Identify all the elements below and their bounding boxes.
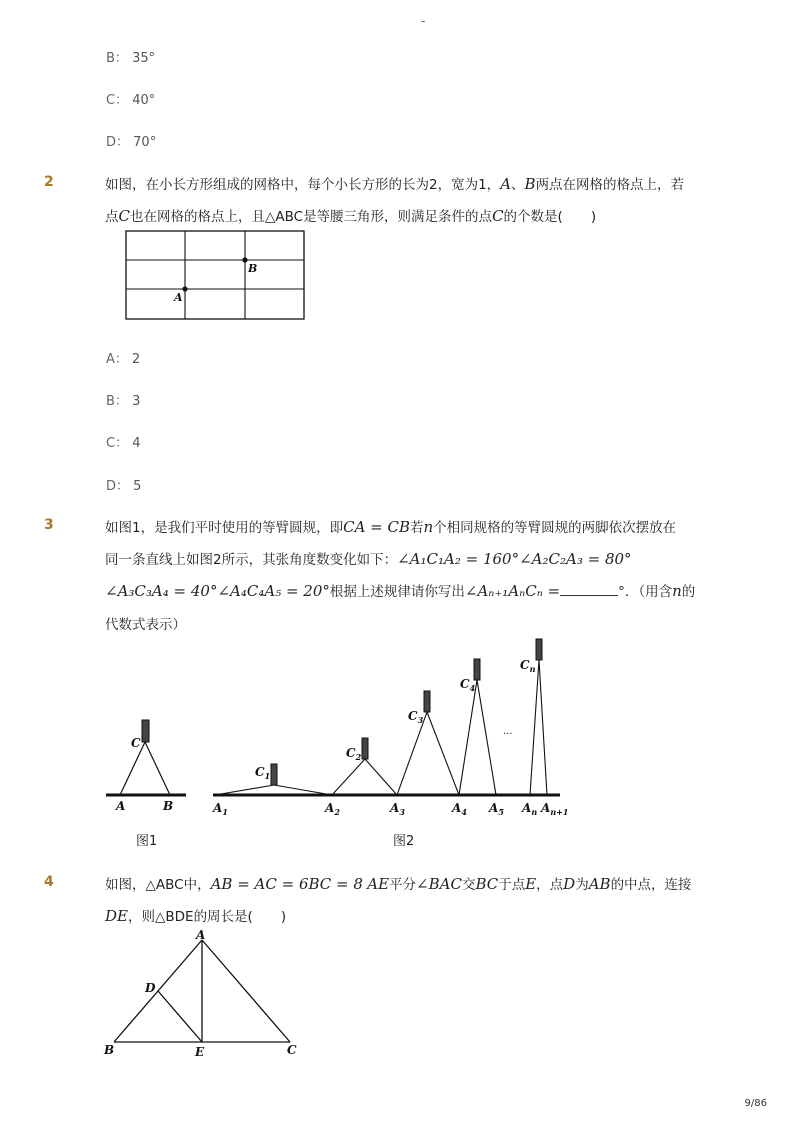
fig2-label-c3: $C_3$ xyxy=(408,709,424,725)
question-2-grid-figure xyxy=(120,226,310,326)
option-c-prev[interactable]: C： 40° xyxy=(106,93,156,108)
fig2-label-a4: $A_4$ xyxy=(452,801,467,817)
triangle-label-a: A xyxy=(196,928,206,942)
option-b-prev[interactable]: B： 35° xyxy=(106,51,156,66)
fig2-label-an: $A_n$ xyxy=(522,801,538,817)
fig1-label-a: A xyxy=(116,799,126,813)
fig2-label-an1: $A_{n+1}$ xyxy=(541,801,569,817)
option-d-prev[interactable]: D： 70° xyxy=(106,135,157,150)
fig2-label-c4: $C_4$ xyxy=(460,677,476,693)
fig2-label-a5: $A_5$ xyxy=(489,801,504,817)
compass-figure-2 xyxy=(205,632,580,822)
question-4-triangle-figure xyxy=(98,924,308,1064)
fig2-label-a1: $A_1$ xyxy=(213,801,228,817)
option-a[interactable]: A： 2 xyxy=(106,352,141,367)
question-4-line-1: 如图，△ABC中，AB = AC = 6BC = 8 AE平分∠BAC交BC于点E，点D为AB的中点，连接 xyxy=(105,875,692,893)
fig2-label-c2: $C_2$ xyxy=(346,746,362,762)
grid-point-a xyxy=(182,286,187,291)
option-c[interactable]: C： 4 xyxy=(106,436,141,451)
fig2-label-a2: $A_2$ xyxy=(325,801,340,817)
question-3-line-2: 同一条直线上如图2所示，其张角度数变化如下：∠A₁C₁A₂ = 160°∠A₂C₂A₃ = 80° xyxy=(105,550,632,568)
question-2-line-2: 点C也在网格的格点上，且△ABC是等腰三角形，则满足条件的点C的个数是( ) xyxy=(105,207,597,225)
fig2-label-a3: $A_3$ xyxy=(390,801,405,817)
fig1-label-c: C xyxy=(131,736,141,750)
compass-figure-1 xyxy=(100,712,200,822)
question-4-number: 4 xyxy=(44,874,54,890)
question-2-line-1: 如图，在小长方形组成的网格中，每个小长方形的长为2，宽为1，A、B两点在网格的格点上，若 xyxy=(105,175,685,193)
figure-2-caption: 图2 xyxy=(393,834,415,849)
question-3-line-4: 代数式表示） xyxy=(105,617,186,633)
grid-point-b xyxy=(242,257,247,262)
grid-label-b: B xyxy=(248,262,258,275)
option-d[interactable]: D： 5 xyxy=(106,479,142,494)
answer-blank[interactable] xyxy=(560,584,618,596)
option-b[interactable]: B： 3 xyxy=(106,394,141,409)
fig2-label-c1: $C_1$ xyxy=(255,765,271,781)
triangle-label-d: D xyxy=(145,981,156,995)
triangle-label-c: C xyxy=(287,1043,297,1057)
question-3-line-3: ∠A₃C₃A₄ = 40°∠A₄C₄A₅ = 20°根据上述规律请你写出∠Aₙ₊₁AₙCₙ = °．（用含n的 xyxy=(105,582,696,600)
figure-1-caption: 图1 xyxy=(136,834,158,849)
triangle-label-b: B xyxy=(104,1043,115,1057)
question-2-number: 2 xyxy=(44,174,54,190)
triangle-label-e: E xyxy=(195,1045,205,1059)
fig2-ellipsis: ... xyxy=(503,726,513,737)
question-4-line-2: DE，则△BDE的周长是( ) xyxy=(105,907,287,925)
page-number: 9/86 xyxy=(744,1098,767,1109)
header-mark: - xyxy=(421,14,426,28)
question-3-line-1: 如图1，是我们平时使用的等臂圆规，即CA = CB若n个相同规格的等臂圆规的两脚依次摆放在 xyxy=(105,518,677,536)
grid-label-a: A xyxy=(174,291,183,304)
question-3-number: 3 xyxy=(44,517,54,533)
fig2-label-cn: $C_n$ xyxy=(520,658,536,674)
fig1-label-b: B xyxy=(163,799,174,813)
